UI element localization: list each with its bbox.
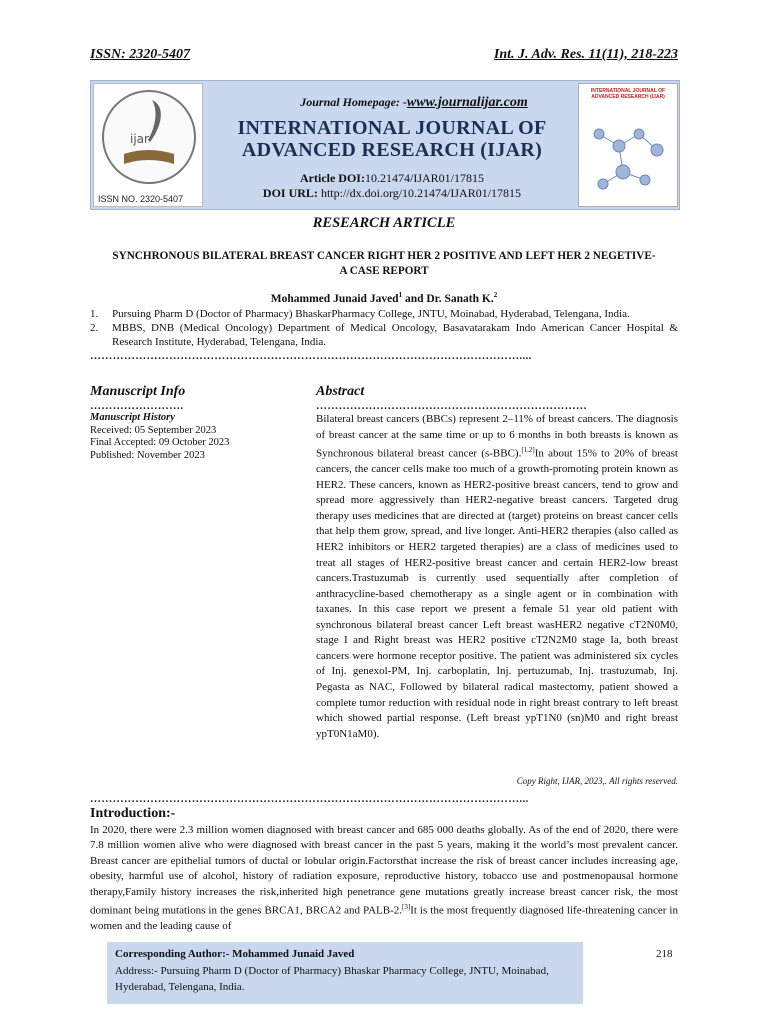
logo-word: ijar <box>130 132 149 146</box>
section-divider: …………………………………………………………………………………………………….... <box>90 350 532 362</box>
manuscript-info-heading: Manuscript Info <box>90 384 186 399</box>
journal-title: INTERNATIONAL JOURNAL OF ADVANCED RESEARCH (IJAR) <box>237 117 547 161</box>
affiliation-number: 2. <box>90 322 99 334</box>
abstract-ref: [1,2] <box>521 446 535 455</box>
author-2: Dr. Sanath K. <box>426 292 494 305</box>
header-issn: ISSN: 2320-5407 <box>90 47 190 62</box>
introduction-body-2: It is the most frequently diagnosed life-threatening cancer in women and the leading cause of <box>90 904 678 933</box>
homepage-link[interactable]: www.journalijar.com <box>406 95 528 110</box>
affiliation-item <box>90 307 678 321</box>
article-type: RESEARCH ARTICLE <box>312 215 456 231</box>
abstract-body-1: Bilateral breast cancers (BBCs) represent 2–11% of breast cancers. The diagnosis of breast cancer at the same time or up to 6 months in both breasts is known as Synchronous bilateral breast cancer (s-BBC). <box>316 413 678 460</box>
article-doi: 10.21474/IJAR01/17815 <box>364 171 484 185</box>
address-label: Address:- <box>115 964 158 977</box>
header-citation: Int. J. Adv. Res. 11(11), 218-223 <box>493 47 678 62</box>
introduction-body-1: In 2020, there were 2.3 million women diagnosed with breast cancer and 685 000 deaths globally. As of the end of 2020, there were 7.8 million women alive who were diagnosed with breast cancer in the past 5 years, making it the world’s most prevalent cancer. Breast cancer are epithelial tumors of ductal or lobular origin.Factorsthat increase the risk of breast cancer includes increasing age, obesity, harmful use of alcohol, history of radiation exposure, reproductive history, tobacco use and postmenopausal hormone therapy,Family history increases the risk,inherited high penetrance gene mutations greatly increase breast cancer risk, the most dominant being mutations in the genes BRCA1, BRCA2 and PALB-2. <box>90 824 678 917</box>
affiliation-item <box>90 321 678 349</box>
cover-title: INTERNATIONAL JOURNAL OF ADVANCED RESEARCH (IJAR) <box>590 88 666 100</box>
affiliations <box>90 307 678 363</box>
manuscript-history-heading: Manuscript History <box>90 412 175 423</box>
article-doi-label: Article DOI: <box>300 171 365 185</box>
copyright: Copy Right, IJAR, 2023,. All rights reserved. <box>516 776 678 786</box>
published-date: Published: November 2023 <box>90 449 205 461</box>
author-2-sup: 2 <box>493 291 498 299</box>
abstract-text <box>316 412 678 742</box>
received-date: Received: 05 September 2023 <box>90 424 217 436</box>
quill-book-icon <box>102 90 196 184</box>
affiliation-text: Pursuing Pharm D (Doctor of Pharmacy) BhaskarPharmacy College, JNTU, Moinabad, Hyderabad, Telengana, India. <box>112 308 630 320</box>
corresponding-author-box <box>107 942 583 1004</box>
logo-issn: ISSN NO. 2320-5407 <box>98 194 184 204</box>
introduction-heading: Introduction:- <box>90 806 176 821</box>
molecule-icon <box>579 84 677 206</box>
abstract <box>316 384 678 742</box>
affiliation-text: MBBS, DNB (Medical Oncology) Department of Medical Oncology, Basavatarakam Indo American Cancer Hospital & Research Institute, Hyderabad, Telengana, India. <box>112 322 678 348</box>
running-header <box>90 47 678 63</box>
corresponding-author-label: Corresponding Author:- Mohammed Junaid Javed <box>115 948 355 960</box>
page-number: 218 <box>656 948 673 960</box>
manuscript-info-divider: ……………………. <box>90 400 184 412</box>
journal-banner <box>90 80 680 210</box>
accepted-date: Final Accepted: 09 October 2023 <box>90 437 230 448</box>
abstract-body-2: In about 15% to 20% of breast cancers, the cancer cells make too much of a growth-promoting protein known as HER2. These cancers, known as HER2-positive breast cancers, tend to grow and spread more aggressively than HER2-negative breast cancers. Targeted drug therapy uses medicines that are directed at (target) proteins on breast cancer cells that help them grow, spread, and live longer. Anti-HER2 therapies (also called as HER2 inhibitors or HER2 targeted therapies) are a class of medicines used to treat all stages of HER2-positive breast cancer and certain HER2-low breast cancers.Trastuzumab is currently used sequentially after completion of anthracycline-based chemotherapy as a single agent or in combination with taxanes. In this case report we present a female 51 year old patient with synchronous bilateral breast cancer Left breast wasHER2 negative cT2N0M0, stage I and Right breast was HER2 positive cT2N2M0 stage Ia, both breast cancers were hormone receptor positive. The patient was administered six cycles of Inj. genexol-PM, Inj. carboplatin, Inj. pertuzumab, Inj. trastuzumab, Inj. Pegasta as NAC, Followed by bilateral radical mastectomy, patient showed a complete tumor reduction with residual node in right breast contrary to left breast which showed partial response. (Left breast ypT1N0 (sn)M0 and right breast ypT0N1aM0). <box>316 447 678 740</box>
address-text: Pursuing Pharm D (Doctor of Pharmacy) Bhaskar Pharmacy College, JNTU, Moinabad, Hyderabad, Telengana, India. <box>115 964 549 993</box>
introduction-ref: [3] <box>402 903 411 912</box>
manuscript-history <box>90 412 300 462</box>
author-conj: and <box>402 292 427 305</box>
journal-cover <box>578 83 678 207</box>
doi-url-label: DOI URL: <box>262 186 318 200</box>
introduction-text <box>90 823 678 935</box>
doi-block <box>207 171 577 201</box>
author-1-sup: 1 <box>398 291 403 299</box>
journal-homepage <box>261 95 567 111</box>
section-divider-2: ……………………………………………………………………………………………………... <box>90 793 529 805</box>
manuscript-info <box>90 384 300 462</box>
affiliation-number: 1. <box>90 308 99 320</box>
author-1: Mohammed Junaid Javed <box>270 292 399 305</box>
abstract-heading: Abstract <box>316 384 365 399</box>
doi-url-link[interactable]: http://dx.doi.org/10.21474/IJAR01/17815 <box>320 186 522 200</box>
author-line <box>90 291 678 305</box>
corresponding-address <box>115 963 575 996</box>
journal-logo <box>93 83 203 207</box>
article-title: SYNCHRONOUS BILATERAL BREAST CANCER RIGHT HER 2 POSITIVE AND LEFT HER 2 NEGETIVE- A CASE REPORT <box>112 250 656 277</box>
homepage-label: Journal Homepage: - <box>300 95 407 109</box>
abstract-divider: ……………………………………………………………… <box>316 400 588 412</box>
